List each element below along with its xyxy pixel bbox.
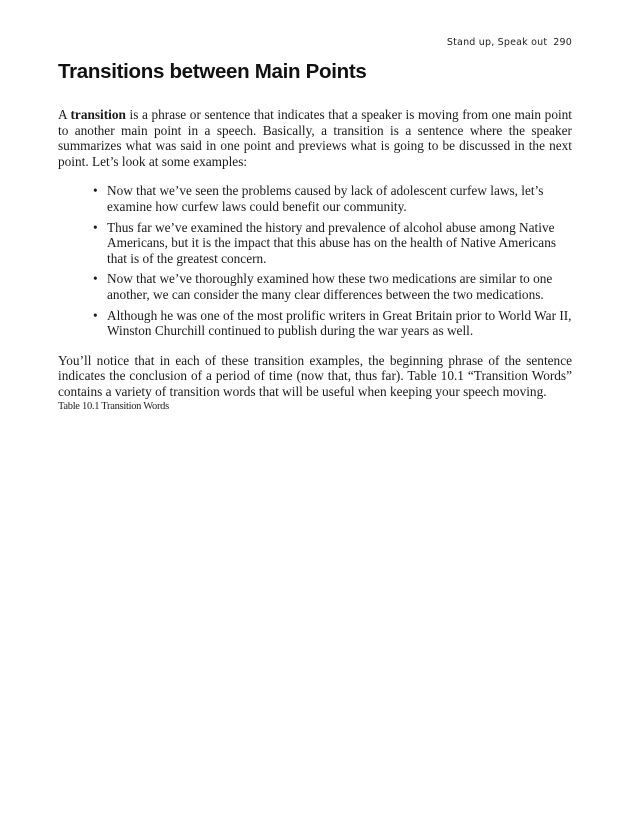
key-term: transition xyxy=(70,107,126,122)
table-caption: Table 10.1 Transition Words xyxy=(58,401,169,412)
list-item xyxy=(93,271,572,302)
bullet-icon: • xyxy=(93,271,98,287)
list-item xyxy=(93,307,572,339)
list-item xyxy=(93,219,572,267)
section-title: Transitions between Main Points xyxy=(58,60,367,83)
list-item-text: Thus far we’ve examined the history and prevalence of alcohol abuse among Native Americans, but it is the impact that this abuse has on the health of Native Americans that is of the greatest concern. xyxy=(107,219,557,266)
intro-rest: is a phrase or sentence that indicates that a speaker is moving from one main point to another main point in a speech. Basically, a transition is a sentence where the speaker summarizes what was said in one point and previews what is going to be discussed in the next point. Let’s look at some examples: xyxy=(58,107,572,169)
examples-list xyxy=(58,183,572,338)
list-item-text: Although he was one of the most prolific writers in Great Britain prior to World War II, Winston Churchill continued to publish during the war years as well. xyxy=(107,307,572,339)
bullet-icon: • xyxy=(93,183,98,199)
list-item-text: Now that we’ve seen the problems caused by lack of adolescent curfew laws, let’s examine how curfew laws could benefit our community. xyxy=(107,183,544,214)
list-item-text: Now that we’ve thoroughly examined how these two medications are similar to one another, we can consider the many clear differences between the two medications. xyxy=(107,271,553,302)
bullet-icon: • xyxy=(93,307,98,323)
list-item xyxy=(93,183,572,214)
body-text xyxy=(58,107,572,400)
intro-lead: A xyxy=(58,107,71,122)
intro-paragraph xyxy=(58,107,572,169)
book-title: Stand up, Speak out xyxy=(446,37,548,48)
closing-paragraph: You’ll notice that in each of these transition examples, the beginning phrase of the sentence indicates the conclusion of a period of time (now that, thus far). Table 10.1 “Transition Words” contains a variety of transition words that will be useful when keeping your speech moving. xyxy=(58,352,572,399)
bullet-icon: • xyxy=(93,219,98,235)
page-number: 290 xyxy=(553,37,572,48)
running-header xyxy=(447,37,572,48)
